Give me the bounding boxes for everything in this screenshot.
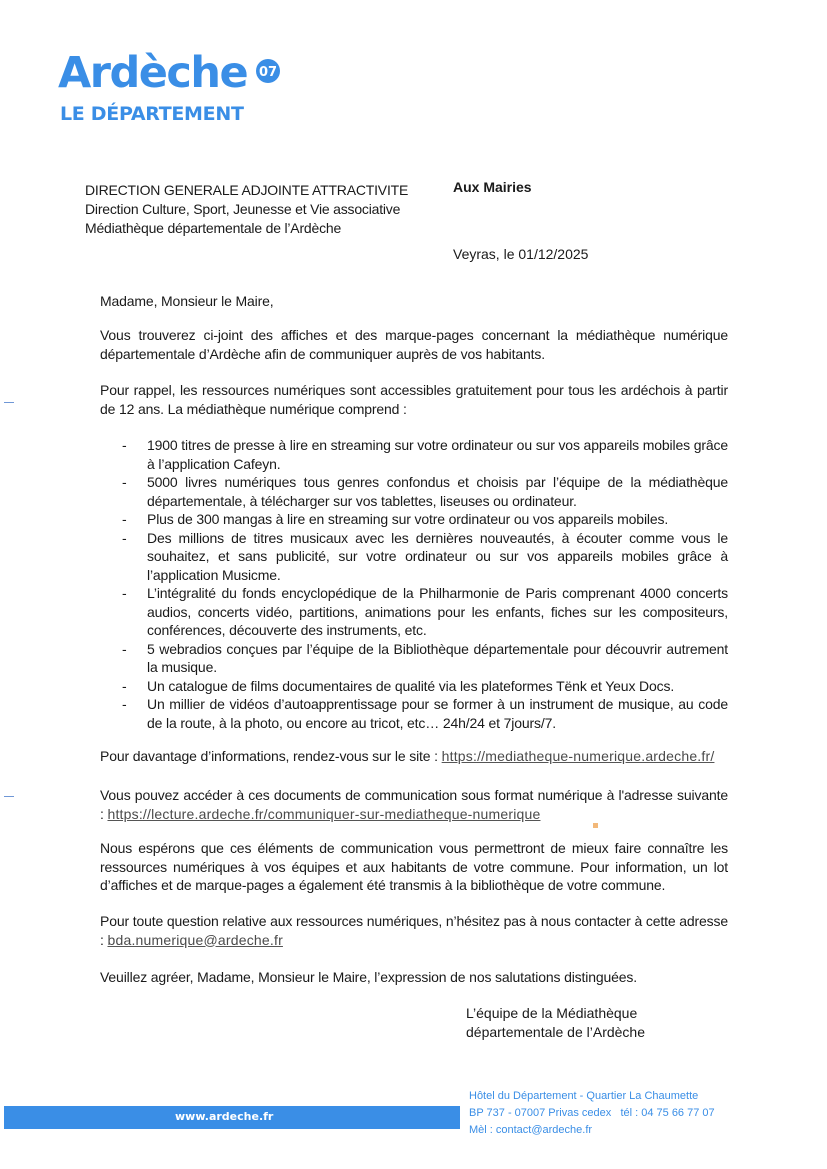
sender-block <box>85 181 408 238</box>
footer-address <box>469 1088 715 1139</box>
list-item-text: 5000 livres numériques tous genres confondus et choisis par l’équipe de la médiathèque départementale, à télécharger sur vos tablettes, liseuses ou ordinateur. <box>147 474 728 509</box>
hope-paragraph: Nous espérons que ces éléments de communication vous permettront de mieux faire connaître les ressources numériques à vos équipes et aux habitants de votre commune. Pour information, un lot d’affiches et de marque-pages a également été transmis à la bibliothèque de votre commune. <box>100 840 728 893</box>
fold-mark <box>4 796 14 797</box>
signature-line-1: L’équipe de la Médiathèque <box>466 1005 638 1021</box>
closing-formula: Veuillez agréer, Madame, Monsieur le Maire, l’expression de nos salutations distinguées. <box>100 969 637 985</box>
list-bullet: - <box>122 696 127 712</box>
reminder-paragraph: Pour rappel, les ressources numériques sont accessibles gratuitement pour tous les ardéchois à partir de 12 ans. La médiathèque numérique comprend : <box>100 382 728 417</box>
website-intro: Pour davantage d’informations, rendez-vous sur le site : <box>100 748 442 764</box>
contact-email-link[interactable]: bda.numerique@ardeche.fr <box>107 931 283 948</box>
list-item <box>100 473 728 510</box>
footer-address-line-2: BP 737 - 07007 Privas cedex tél : 04 75 66 77 07 <box>469 1107 715 1119</box>
list-bullet: - <box>122 511 127 527</box>
list-item-text: L’intégralité du fonds encyclopédique de la Philharmonie de Paris comprenant 4000 concerts audios, concerts vidéo, partitions, animations pour les enfants, fiches sur les compositeurs, conférences, découverte des instruments, etc. <box>147 585 728 638</box>
website-paragraph <box>100 747 728 766</box>
logo-wordmark: Ardèche <box>58 48 248 98</box>
sender-direction: DIRECTION GENERALE ADJOINTE ATTRACTIVITE <box>85 182 409 198</box>
greeting: Madame, Monsieur le Maire, <box>100 293 274 309</box>
contact-paragraph <box>100 912 728 949</box>
list-item-text: 1900 titres de presse à lire en streaming sur votre ordinateur ou sur vos appareils mobiles grâce à l’application Cafeyn. <box>147 437 728 472</box>
recipient: Aux Mairies <box>453 179 532 195</box>
resources-list <box>100 436 728 732</box>
list-bullet: - <box>122 640 127 657</box>
list-item <box>100 510 728 529</box>
list-item <box>100 436 728 473</box>
footer-website-link[interactable]: www.ardeche.fr <box>175 1110 274 1123</box>
intro-paragraph: Vous trouverez ci-joint des affiches et des marque-pages concernant la médiathèque numérique départementale d’Ardèche afin de communiquer auprès de vos habitants. <box>100 327 728 362</box>
list-item <box>100 695 728 732</box>
list-item <box>100 584 728 640</box>
list-item <box>100 677 728 696</box>
list-item-text: Un catalogue de films documentaires de qualité via les plateformes Tënk et Yeux Docs. <box>147 677 675 694</box>
logo-subtitle: LE DÉPARTEMENT <box>60 103 244 125</box>
letter-date: Veyras, le 01/12/2025 <box>453 246 589 262</box>
list-bullet: - <box>122 677 127 694</box>
badge-number: 07 <box>258 65 278 80</box>
department-number-badge-icon <box>255 58 281 84</box>
list-bullet: - <box>122 585 127 601</box>
list-bullet: - <box>122 529 127 546</box>
list-bullet: - <box>122 437 127 453</box>
signature <box>466 1004 645 1042</box>
communication-docs-link[interactable]: https://lecture.ardeche.fr/communiquer-sur-mediatheque-numerique <box>107 805 541 822</box>
list-item-text: Des millions de titres musicaux avec les dernières nouveautés, à écouter comme vous le souhaitez, et sans publicité, sur votre ordinateur ou sur vos appareils mobiles grâce à l’application Musicme. <box>147 529 728 583</box>
footer-address-line-3: Mèl : contact@ardeche.fr <box>469 1124 593 1136</box>
documents-intro: Vous pouvez accéder à ces documents de communication sous format numérique à l'adresse suivante : <box>100 787 728 822</box>
list-item-text: Un millier de vidéos d’autoapprentissage pour se former à un instrument de musique, au code de la route, à la photo, ou encore au tricot, etc… 24h/24 et 7jours/7. <box>147 696 728 731</box>
fold-mark <box>4 402 14 403</box>
documents-paragraph <box>100 786 728 823</box>
list-item-text: 5 webradios conçues par l’équipe de la Bibliothèque départementale pour découvrir autrement la musique. <box>147 640 728 675</box>
list-item <box>100 529 728 585</box>
contact-intro: Pour toute question relative aux ressources numériques, n’hésitez pas à nous contacter à cette adresse : <box>100 913 728 948</box>
sender-service: Médiathèque départementale de l’Ardèche <box>85 220 342 236</box>
mediatheque-website-link[interactable]: https://mediatheque-numerique.ardeche.fr/ <box>441 748 715 764</box>
sender-department: Direction Culture, Sport, Jeunesse et Vie associative <box>85 201 401 217</box>
scan-speck <box>593 823 598 828</box>
list-item-text: Plus de 300 mangas à lire en streaming sur votre ordinateur ou vos appareils mobiles. <box>147 511 669 527</box>
signature-line-2: départementale de l’Ardèche <box>466 1024 646 1040</box>
list-item <box>100 640 728 677</box>
list-bullet: - <box>122 474 127 490</box>
footer-address-line-1: Hôtel du Département - Quartier La Chaumette <box>469 1090 699 1102</box>
